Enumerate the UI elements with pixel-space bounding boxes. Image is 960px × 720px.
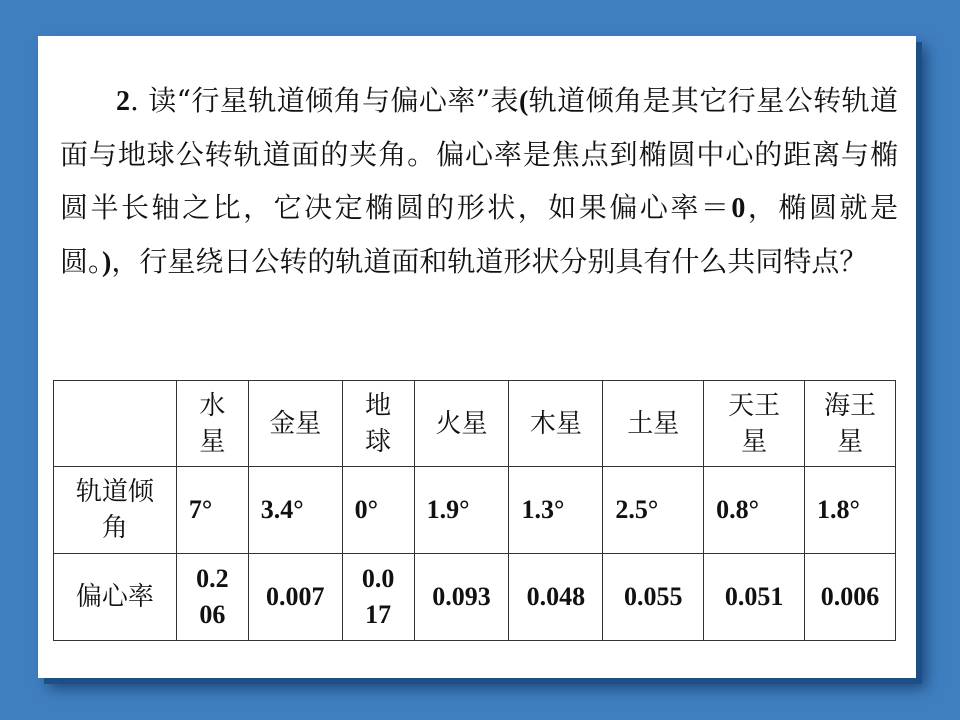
question-explanation: 轨道倾角是其它行星公转轨道面与地球公转轨道面的夹角。偏心率是焦点到椭圆中心的距离与椭圆半长轴之比，它决定椭圆的形状，如果偏心率＝	[60, 84, 898, 224]
planet-name: 木星	[529, 408, 582, 439]
inclination-value: 2.5°	[603, 467, 704, 554]
row-label	[54, 554, 177, 641]
planet-header	[342, 381, 414, 467]
planet-name: 海王星	[824, 390, 877, 457]
zero-value: 0	[731, 193, 746, 224]
question-ask: ，行星绕日公转的轨道面和轨道形状分别具有什么共同特点？	[111, 245, 868, 278]
planet-name: 天王星	[728, 390, 781, 457]
inclination-value: 1.9°	[414, 467, 509, 554]
eccentricity-value: 0.007	[248, 554, 342, 641]
inclination-label: 轨道倾角	[75, 477, 154, 543]
eccentricity-value: 0.055	[603, 554, 704, 641]
eccentricity-value: 0.051	[704, 554, 805, 641]
inclination-value: 0.8°	[704, 467, 805, 554]
eccentricity-value: 0.093	[414, 554, 509, 641]
planet-name: 土星	[627, 408, 680, 439]
planet-header	[414, 381, 509, 467]
table-header-row	[54, 381, 896, 467]
inclination-value: 1.3°	[509, 467, 603, 554]
eccentricity-value: 0.006	[805, 554, 896, 641]
inclination-value: 3.4°	[248, 467, 342, 554]
eccentricity-value: 0.048	[509, 554, 603, 641]
table-corner-cell	[54, 381, 177, 467]
planet-header	[248, 381, 342, 467]
eccentricity-label: 偏心率	[75, 582, 154, 612]
eccentricity-value	[342, 554, 414, 641]
planet-header	[805, 381, 896, 467]
question-intro: 读“行星轨道倾角与偏心率”表	[148, 84, 519, 117]
inclination-value: 1.8°	[805, 467, 896, 554]
question-circle-note: ，椭圆就是圆。	[60, 191, 898, 278]
planet-name: 地球	[365, 390, 392, 457]
question-text	[60, 74, 898, 289]
inclination-value: 0°	[342, 467, 414, 554]
question-number: 2	[116, 86, 130, 117]
planet-orbit-table	[53, 380, 896, 641]
eccentricity-text: 0.017	[361, 564, 395, 629]
eccentricity-row	[54, 554, 896, 641]
inclination-row	[54, 467, 896, 554]
planet-name: 火星	[435, 408, 488, 439]
eccentricity-text: 0.206	[196, 564, 229, 629]
planet-name: 金星	[269, 408, 322, 439]
planet-header	[509, 381, 603, 467]
planet-name: 水星	[199, 390, 226, 457]
eccentricity-value	[176, 554, 248, 641]
question-sep: .	[130, 84, 149, 117]
row-label	[54, 467, 177, 554]
planet-header	[176, 381, 248, 467]
paren-close: )	[102, 247, 112, 278]
planet-header	[603, 381, 704, 467]
inclination-value: 7°	[176, 467, 248, 554]
paren-open: (	[518, 86, 529, 117]
slide-panel	[38, 36, 916, 678]
planet-header	[704, 381, 805, 467]
